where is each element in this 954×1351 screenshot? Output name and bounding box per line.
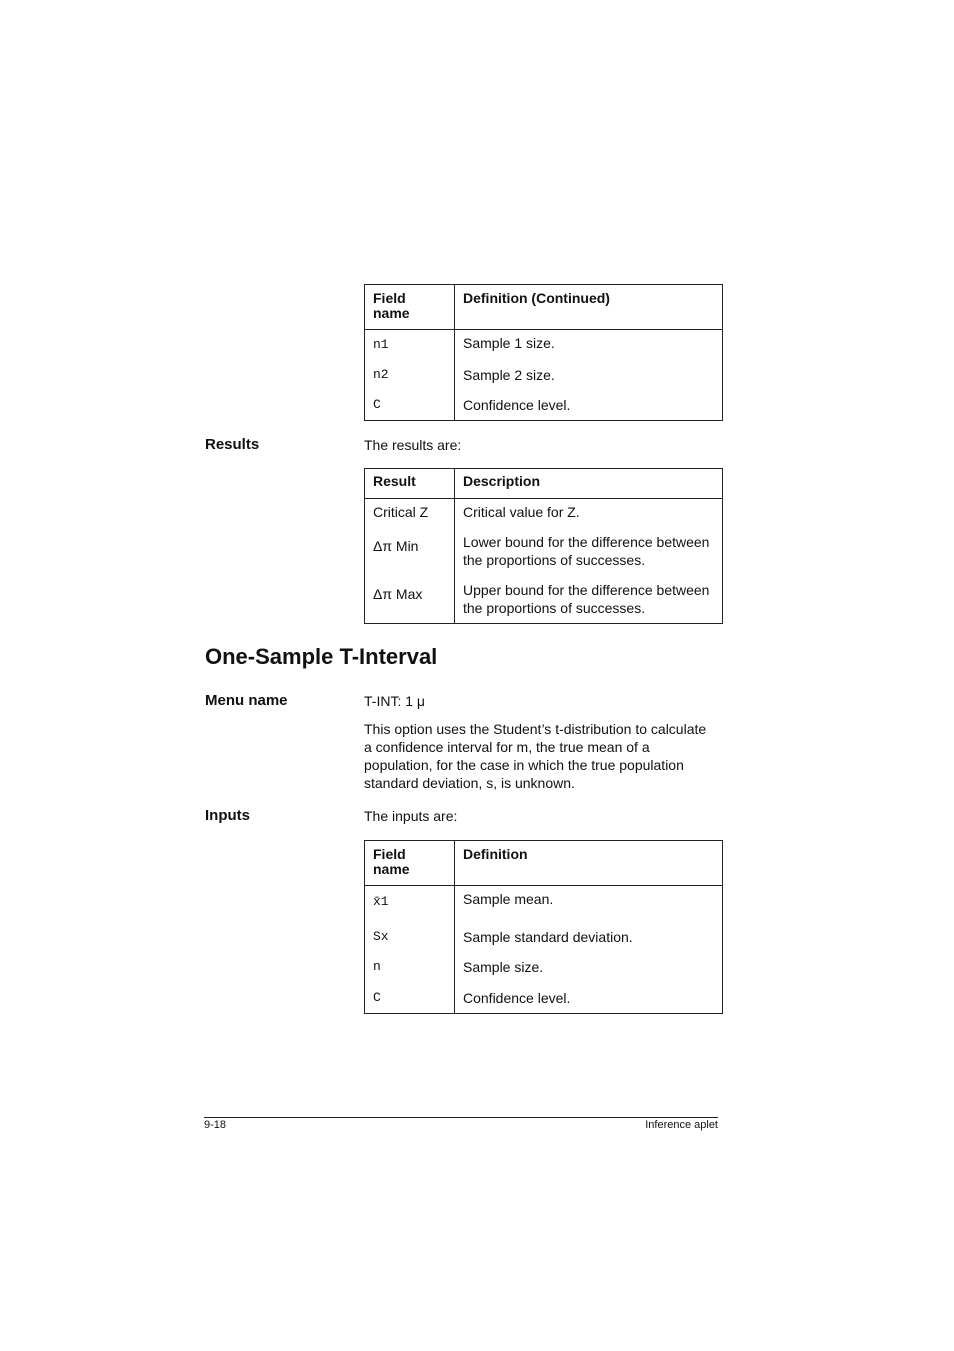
definition-cell: Sample 1 size. [463, 335, 555, 351]
table-row [365, 886, 723, 912]
field-cell: n1 [365, 330, 455, 355]
field-cell: n2 [365, 354, 455, 384]
table-header-definition: Definition [455, 841, 723, 886]
description-cell: Lower bound for the difference between the proportions of successes. [463, 534, 710, 568]
table-row [365, 330, 723, 355]
result-cell: Critical Z [365, 499, 455, 522]
result-cell: Δπ Max [365, 569, 455, 624]
footer-rule [204, 1117, 718, 1118]
inputs-intro: The inputs are: [364, 808, 458, 824]
chapter-title: Inference aplet [645, 1119, 718, 1131]
description-cell: Critical value for Z. [463, 504, 580, 520]
menu-name-value: T-INT: 1 μ [364, 693, 425, 709]
field-cell: C [365, 384, 455, 421]
definition-table-continued [364, 284, 723, 421]
section-description: This option uses the Student’s t-distribution to calculate a confidence interval for m, the true mean of a population, for the case in which the true population standard deviation, s, is unknown. [364, 721, 707, 791]
results-heading: Results [205, 436, 260, 453]
field-cell: Sx [365, 911, 455, 946]
table-row [365, 384, 723, 421]
field-cell: x̄1 [365, 886, 455, 912]
inputs-table [364, 840, 723, 1014]
table-row [365, 911, 723, 946]
table-header-field: Field name [365, 841, 455, 886]
table-row [365, 946, 723, 976]
results-intro: The results are: [364, 437, 462, 453]
definition-cell: Sample size. [463, 959, 544, 975]
table-header-result: Result [365, 469, 455, 499]
section-title: One-Sample T-Interval [205, 644, 438, 669]
result-cell: Δπ Min [365, 521, 455, 569]
table-row [365, 354, 723, 384]
table-row [365, 499, 723, 522]
table-row [365, 521, 723, 569]
field-cell: C [365, 976, 455, 1014]
results-table [364, 468, 723, 624]
table-row [365, 569, 723, 624]
definition-cell: Sample 2 size. [463, 367, 555, 383]
menu-name-heading: Menu name [205, 692, 288, 709]
table-header-field: Field name [365, 285, 455, 330]
definition-cell: Confidence level. [463, 397, 571, 413]
table-row [365, 976, 723, 1014]
page-number: 9-18 [204, 1119, 227, 1131]
definition-cell: Sample mean. [463, 891, 554, 907]
description-cell: Upper bound for the difference between the proportions of successes. [463, 582, 710, 616]
definition-cell: Sample standard deviation. [463, 929, 633, 945]
inputs-heading: Inputs [205, 807, 250, 824]
field-cell: n [365, 946, 455, 976]
table-header-definition: Definition (Continued) [455, 285, 723, 330]
table-header-description: Description [455, 469, 723, 499]
definition-cell: Confidence level. [463, 990, 571, 1006]
